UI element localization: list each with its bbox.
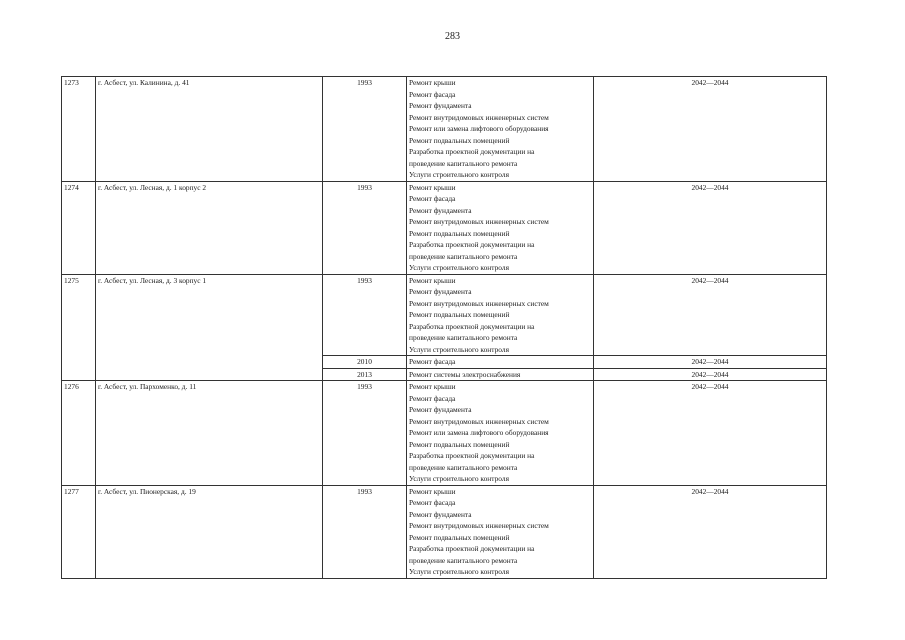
work-item: Ремонт подвальных помещений [409,135,510,145]
works-list [407,485,594,578]
work-item: Ремонт фасада [409,498,456,507]
works-list [407,368,594,381]
work-item: Разработка проектной документации на [409,321,535,331]
work-item: Разработка проектной документации на [409,451,535,460]
work-item: Ремонт фундамента [409,509,472,519]
work-item: Ремонт или замена лифтового оборудования [409,428,549,437]
commission-year: 1993 [323,274,407,356]
commission-year: 2010 [323,356,407,369]
work-item: Ремонт крыши [409,275,456,285]
repair-period: 2042—2044 [594,77,827,182]
work-item: Разработка проектной документации на [409,147,535,156]
work-item: Ремонт фасада [409,393,456,403]
table-row [62,381,827,486]
works-list [407,77,594,182]
table-row [62,485,827,578]
work-item: проведение капитального ремонта [409,158,518,168]
table-row [62,77,827,182]
work-item: Услуги строительного контроля [409,474,509,483]
work-item: Ремонт внутридомовых инженерных систем [409,298,549,308]
works-list [407,381,594,486]
work-item: Ремонт подвальных помещений [409,532,510,542]
work-item: Ремонт внутридомовых инженерных систем [409,112,549,122]
work-item: проведение капитального ремонта [409,462,518,472]
table-row [62,181,827,274]
commission-year: 1993 [323,485,407,578]
building-address: г. Асбест, ул. Пионерская, д. 19 [96,485,323,578]
work-item: Ремонт крыши [409,182,456,192]
work-item: Ремонт системы электроснабжения [409,369,521,379]
work-item: Ремонт крыши [409,382,456,391]
work-item: Услуги строительного контроля [409,263,509,272]
work-item: проведение капитального ремонта [409,333,518,342]
repair-period: 2042—2044 [594,368,827,381]
repair-period: 2042—2044 [594,381,827,486]
work-item: Ремонт внутридомовых инженерных систем [409,217,549,226]
repair-period: 2042—2044 [594,274,827,356]
building-address: г. Асбест, ул. Калинина, д. 41 [96,77,323,182]
commission-year: 1993 [323,77,407,182]
row-number: 1277 [62,485,96,578]
work-item: Ремонт фасада [409,89,456,99]
row-number: 1276 [62,381,96,486]
work-item: Ремонт фундамента [409,287,472,296]
work-item: Ремонт подвальных помещений [409,310,510,319]
repair-schedule-table [61,76,827,579]
work-item: Ремонт фундамента [409,101,472,110]
work-item: Ремонт внутридомовых инженерных систем [409,521,549,530]
work-item: Услуги строительного контроля [409,170,509,179]
table-row [62,274,827,356]
building-address: г. Асбест, ул. Лесная, д. 3 корпус 1 [96,274,323,381]
row-number: 1275 [62,274,96,381]
repair-period: 2042—2044 [594,485,827,578]
work-item: Ремонт подвальных помещений [409,228,510,238]
work-item: Услуги строительного контроля [409,344,509,354]
repair-period: 2042—2044 [594,356,827,369]
commission-year: 1993 [323,381,407,486]
building-address: г. Асбест, ул. Пархоменко, д. 11 [96,381,323,486]
row-number: 1273 [62,77,96,182]
commission-year: 1993 [323,181,407,274]
work-item: Разработка проектной документации на [409,544,535,553]
work-item: Ремонт подвальных помещений [409,439,510,449]
commission-year: 2013 [323,368,407,381]
work-item: Ремонт фасада [409,194,456,203]
page-number: 283 [445,31,460,42]
work-item: Ремонт фундамента [409,205,472,215]
works-list [407,181,594,274]
works-list [407,274,594,356]
works-list [407,356,594,369]
work-item: Ремонт крыши [409,78,456,87]
table-body [62,77,827,579]
row-number: 1274 [62,181,96,274]
work-item: Ремонт фундамента [409,405,472,414]
work-item: Разработка проектной документации на [409,240,535,249]
building-address: г. Асбест, ул. Лесная, д. 1 корпус 2 [96,181,323,274]
work-item: Ремонт внутридомовых инженерных систем [409,416,549,426]
work-item: Услуги строительного контроля [409,567,509,576]
work-item: проведение капитального ремонта [409,555,518,565]
repair-period: 2042—2044 [594,181,827,274]
work-item: проведение капитального ремонта [409,251,518,261]
work-item: Ремонт фасада [409,357,456,366]
work-item: Ремонт крыши [409,486,456,496]
work-item: Ремонт или замена лифтового оборудования [409,124,549,133]
